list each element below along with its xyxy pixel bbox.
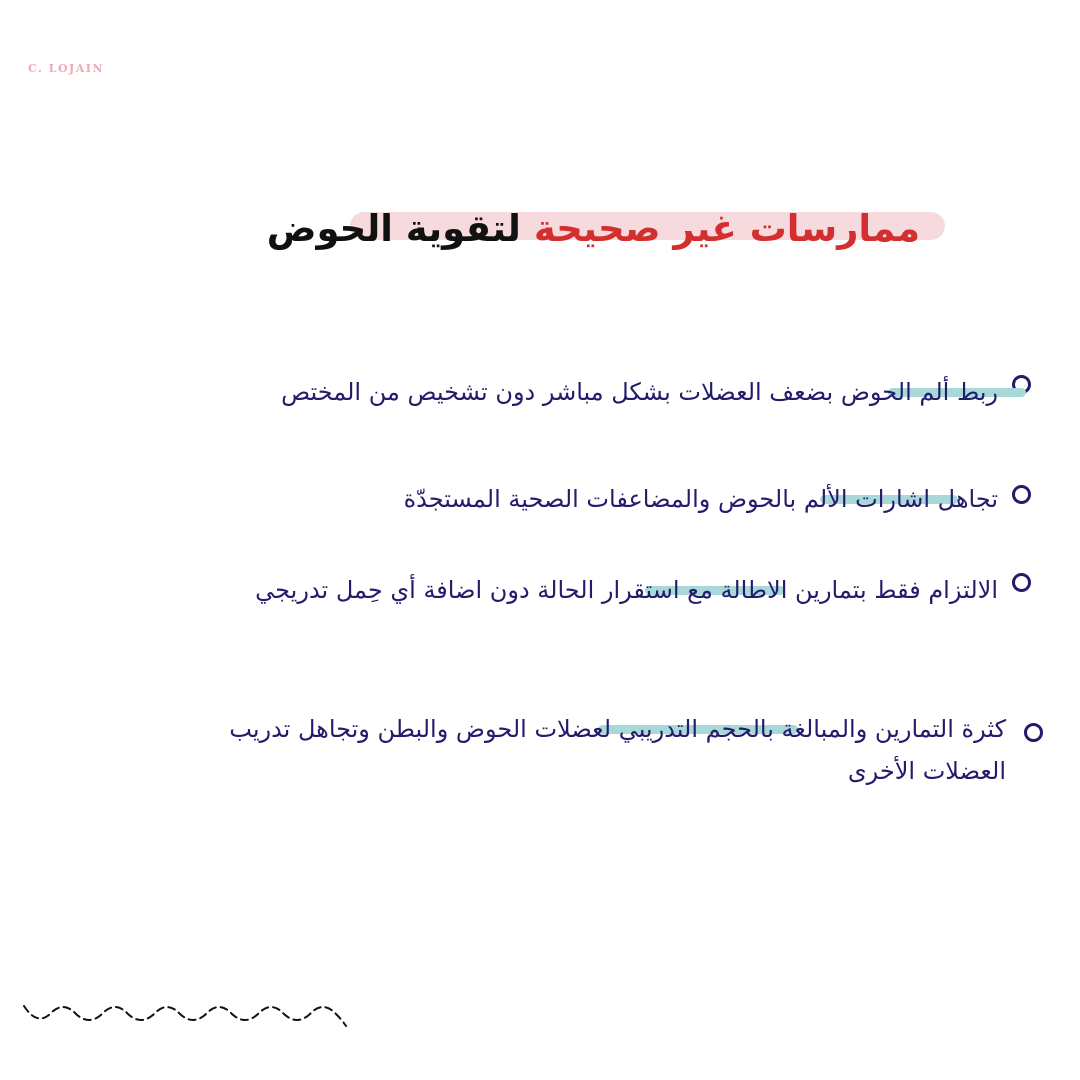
list-item-text: تجاهل اشارات الألم بالحوض والمضاعفات الصحية المستجدّة — [403, 485, 998, 513]
logo-name: C. LOJAIN — [28, 62, 104, 75]
title-text — [150, 196, 920, 262]
list-item — [200, 478, 998, 520]
title-red-part: ممارسات غير صحيحة — [533, 207, 920, 250]
list-item-text: الالتزام فقط بتمارين الاطالة مع استقرار الحالة دون اضافة أي حِمل تدريجي — [255, 576, 998, 604]
brand-logo — [26, 56, 106, 76]
page-title — [150, 196, 920, 266]
circle-bullet-icon — [1024, 723, 1043, 742]
wavy-line-icon — [22, 996, 352, 1030]
list-item — [160, 708, 1006, 792]
title-black-part: لتقوية الحوض — [266, 207, 521, 250]
list-item-text: كثرة التمارين والمبالغة بالحجم التدريبي لعضلات الحوض والبطن وتجاهل تدريب العضلات الأخرى — [229, 715, 1006, 785]
list-item — [160, 569, 998, 611]
list-item-text: ربط ألم الحوض بضعف العضلات بشكل مباشر دون تشخيص من المختص — [281, 378, 998, 406]
circle-bullet-icon — [1012, 573, 1031, 592]
circle-bullet-icon — [1012, 485, 1031, 504]
list-item — [80, 371, 998, 413]
